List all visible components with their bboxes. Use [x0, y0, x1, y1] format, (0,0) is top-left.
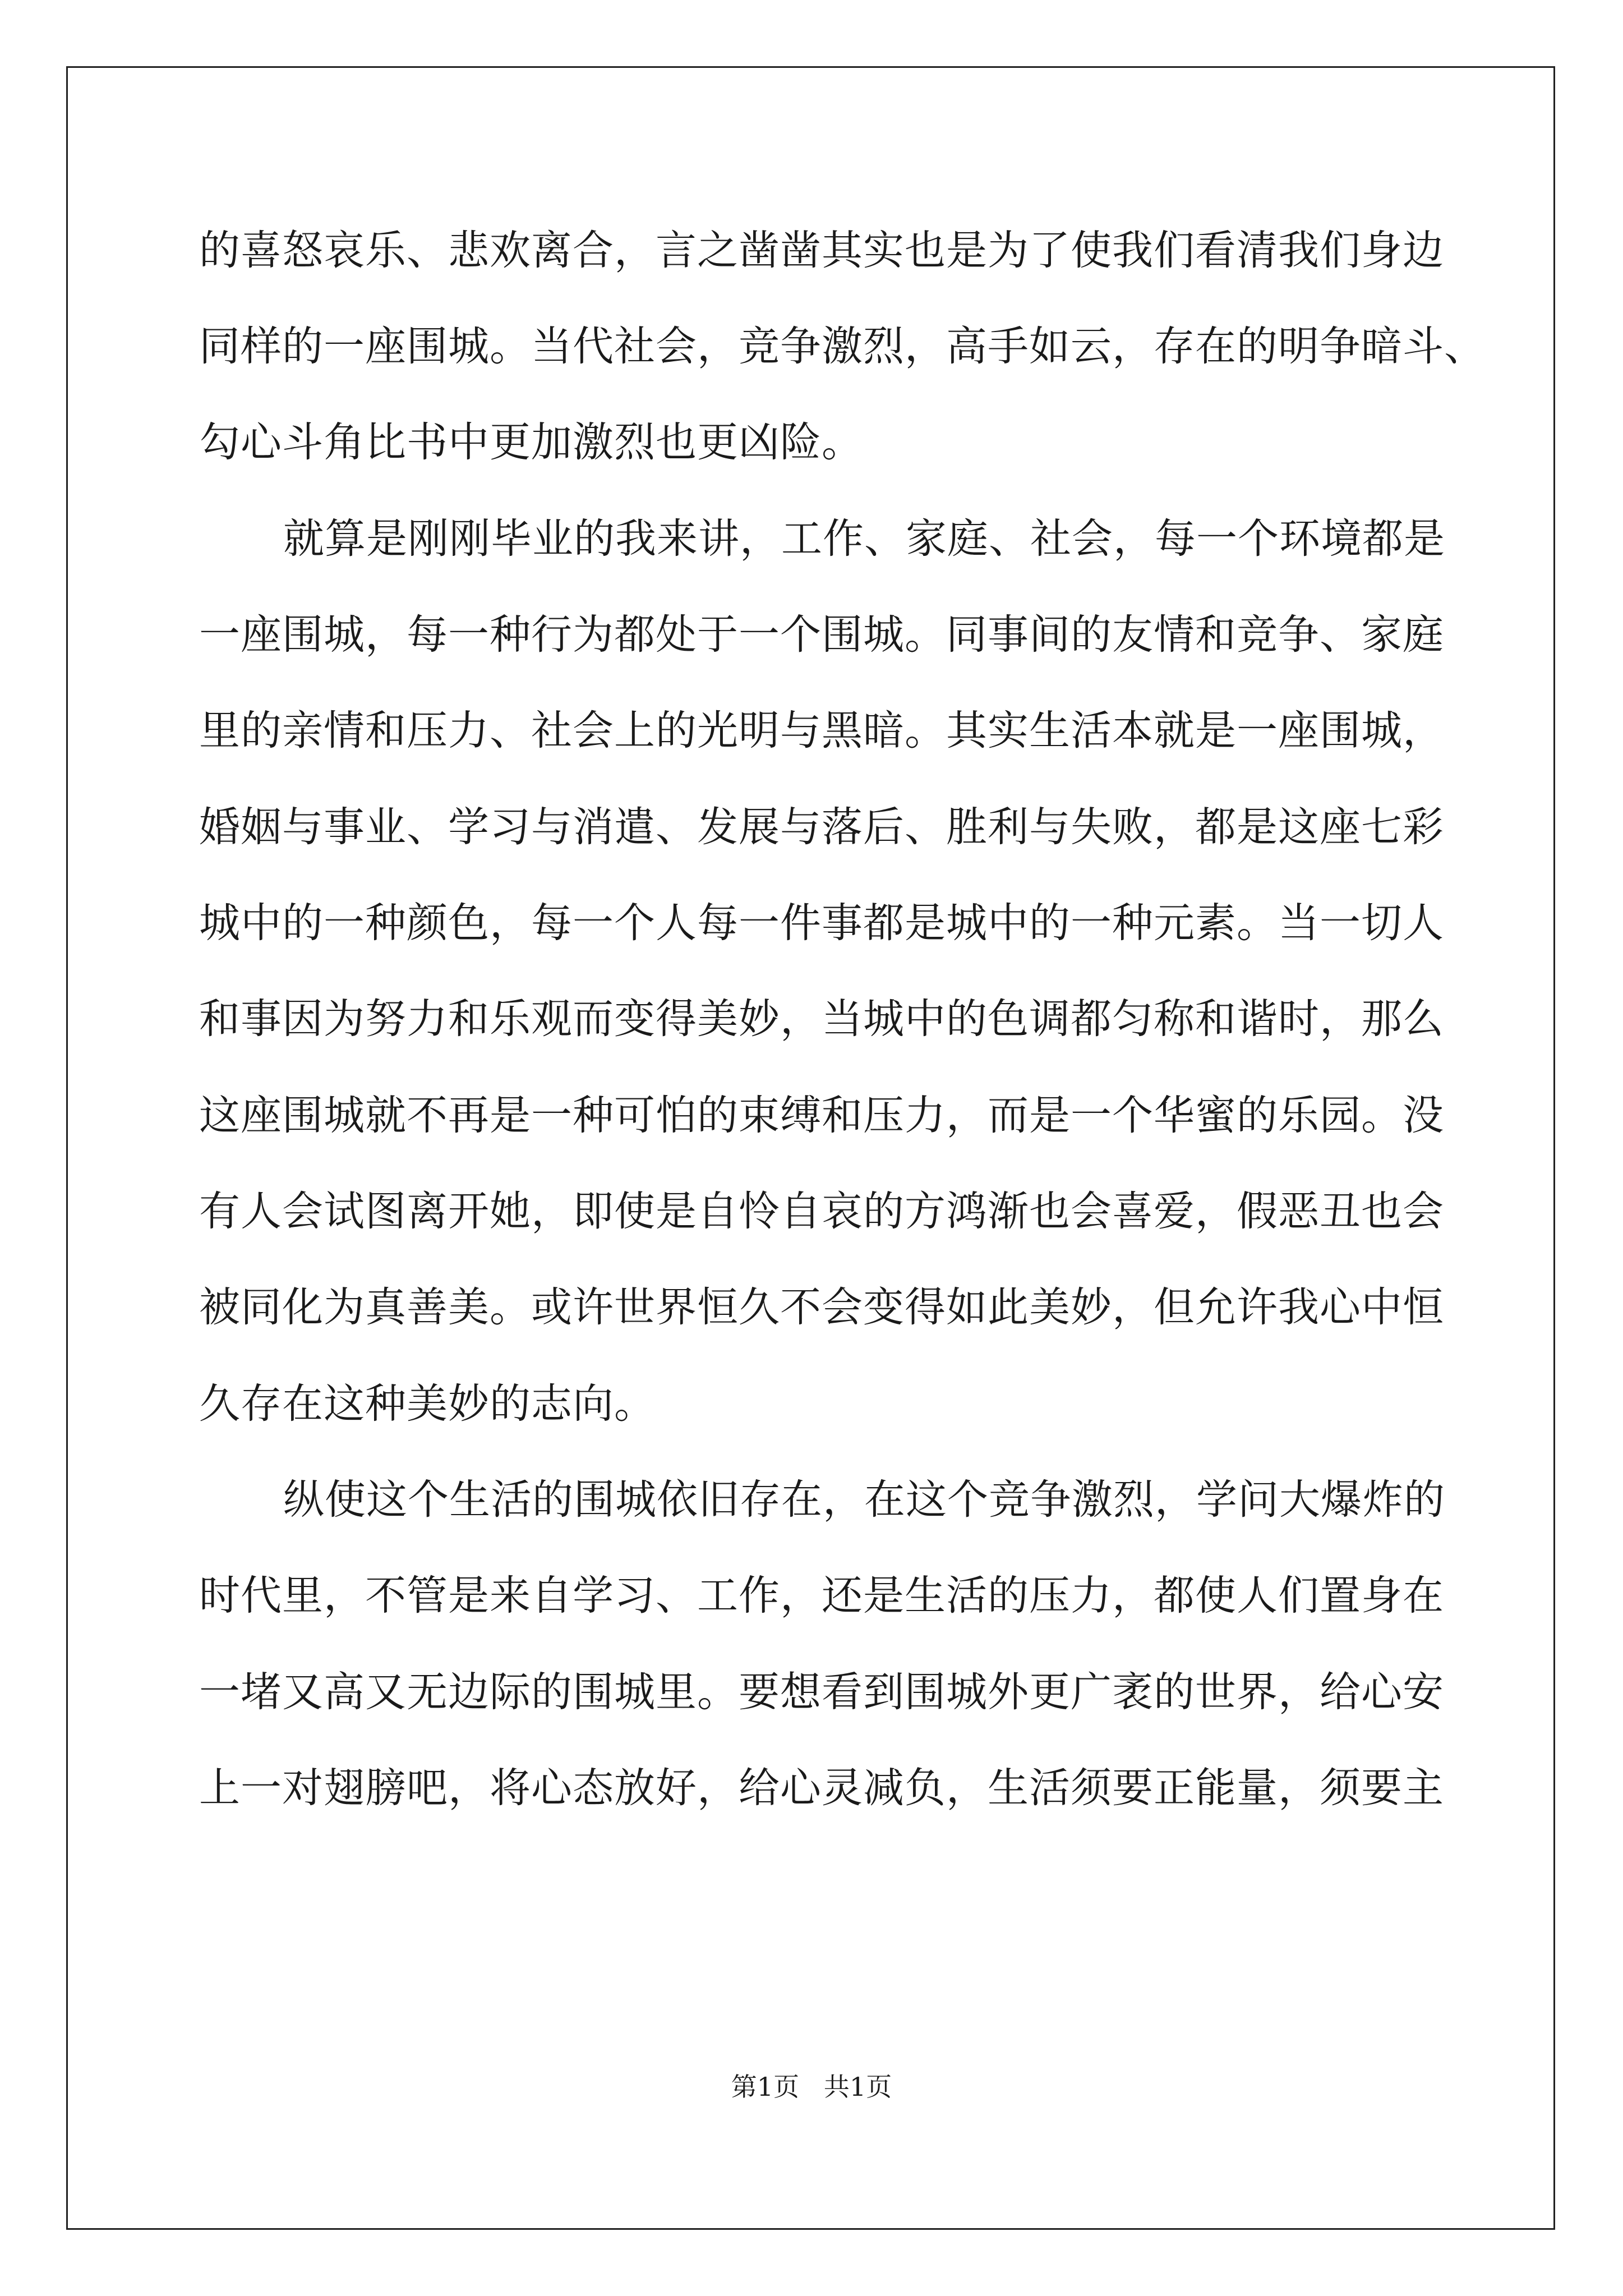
text-line: 这座围城就不再是一种可怕的束缚和压力，而是一个华蜜的乐园。没: [199, 1092, 1444, 1139]
text-line: 里的亲情和压力、社会上的光明与黑暗。其实生活本就是一座围城，: [199, 707, 1444, 754]
text-line: 有人会试图离开她，即使是自怜自哀的方鸿渐也会喜爱，假恶丑也会: [199, 1188, 1444, 1235]
text-line: 纵使这个生活的围城依旧存在，在这个竞争激烈，学问大爆炸的: [283, 1476, 1445, 1524]
text-line: 被同化为真善美。或许世界恒久不会变得如此美妙，但允许我心中恒: [199, 1283, 1444, 1331]
text-line: 上一对翅膀吧，将心态放好，给心灵减负，生活须要正能量，须要主: [199, 1764, 1444, 1812]
text-line: 久存在这种美妙的志向。: [199, 1380, 656, 1428]
text-line: 婚姻与事业、学习与消遣、发展与落后、胜利与失败，都是这座七彩: [199, 803, 1444, 851]
text-line: 就算是刚刚毕业的我来讲，工作、家庭、社会，每一个环境都是: [283, 515, 1445, 563]
text-line: 一堵又高又无边际的围城里。要想看到围城外更广袤的世界，给心安: [199, 1668, 1444, 1716]
text-line: 勾心斗角比书中更加激烈也更凶险。: [199, 418, 863, 466]
text-line: 和事因为努力和乐观而变得美妙，当城中的色调都匀称和谐时，那么: [199, 995, 1444, 1043]
text-line: 的喜怒哀乐、悲欢离合，言之凿凿其实也是为了使我们看清我们身边: [199, 227, 1444, 274]
text-line: 城中的一种颜色，每一个人每一件事都是城中的一种元素。当一切人: [199, 899, 1444, 947]
text-line: 同样的一座围城。当代社会，竞争激烈，高手如云，存在的明争暗斗、: [199, 323, 1486, 370]
text-line: 一座围城，每一种行为都处于一个围城。同事间的友情和竞争、家庭: [199, 611, 1444, 659]
page-number-footer: 第1页 共1页: [731, 2072, 892, 2102]
text-line: 时代里，不管是来自学习、工作，还是生活的压力，都使人们置身在: [199, 1572, 1444, 1619]
